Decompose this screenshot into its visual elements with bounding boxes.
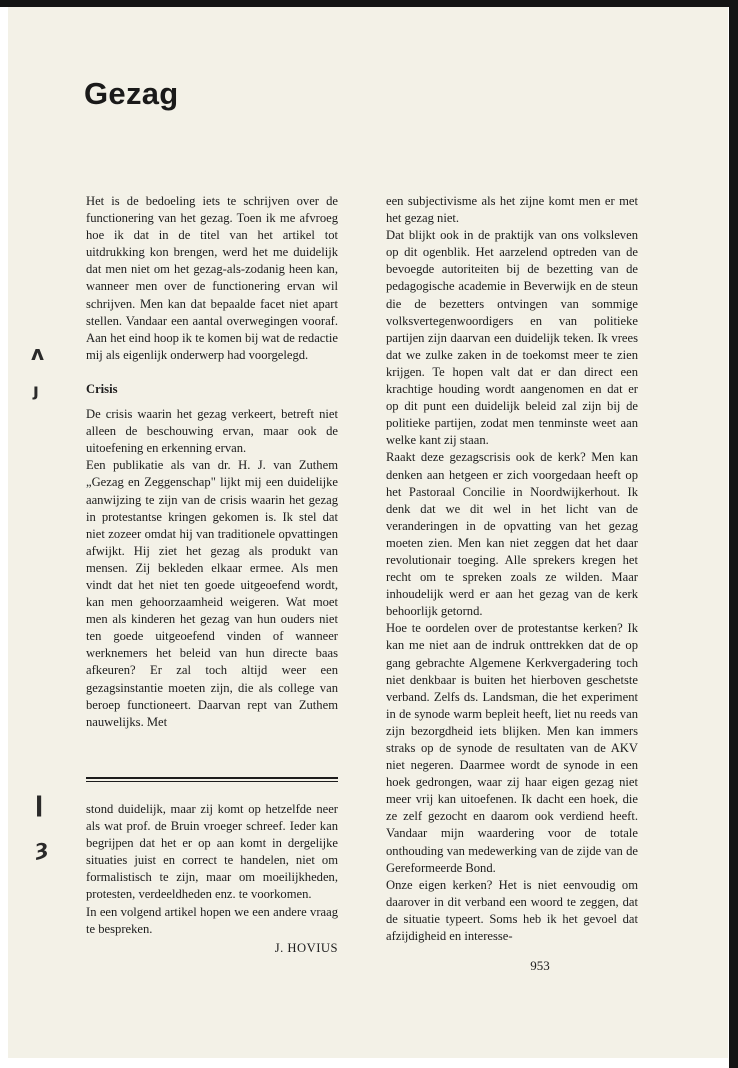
page-number: 953 (530, 958, 550, 973)
scan-border-top (0, 0, 738, 7)
crisis-paragraph-1: De crisis waarin het gezag verkeert, betreft niet alleen de beschouwing ervan, maar ook de uitoefening en erkenning ervan. (86, 407, 338, 456)
binding-mark-icon: ȷ (33, 381, 39, 401)
right-paragraph-4: Hoe te oordelen over de protestantse kerken? Ik kan me niet aan de indruk onttrekken dat de op gang gebrachte Algemene Kerkvergadering toch niet denkbaar is buiten het hierboven geschetste verband. Zelfs ds. Landsman, die het experiment in de synode warm bepleit heeft, liet nu reeds van zijn bezorgdheid iets blijken. Men kan immers straks op de synode de resultaten van de AKV niet negeren. Daarmee wordt de synode in een hoek gedrongen, waar zij haar eigen gezag niet meer vrij kan uitoefenen. Ik dacht een hoek, die ze zelf gezocht en daarom ook verdiend heeft. Vandaar mijn waardering voor de totale onthouding van medewerking van de zijde van de Gereformeerde Bond. (386, 621, 638, 875)
right-paragraph-1: een subjectivisme als het zijne komt men er met het gezag niet. (386, 194, 638, 226)
scan-border-right (729, 0, 738, 1068)
continuation-paragraph: stond duidelijk, maar zij komt op hetzelfde neer als wat prof. de Bruin vroeger schreef. Ieder kan begrijpen dat het er op aan komt in dergelijke situaties juist en correct te handelen, niet om formalistisch te zijn, maar om moeilijkheden, protesten, verdeeldheden enz. te voorkomen. (86, 802, 338, 902)
binding-mark-icon: ʌ (31, 341, 45, 365)
right-paragraph-5: Onze eigen kerken? Het is niet eenvoudig om daarover in dit verband een woord te zeggen, dat de situatie typeert. Soms heb ik het gevoel dat afzijdigheid en interesse- (386, 877, 638, 944)
author-signature: J. HOVIUS (274, 940, 338, 955)
left-column (86, 193, 338, 731)
section-heading-crisis: Crisis (86, 381, 118, 396)
crisis-paragraph-2: Een publikatie als van dr. H. J. van Zuthem „Gezag en Zeggenschap" lijkt mij een duidelijke aanwijzing te zijn van de crisis waarin het gezag in protestantse kringen gekomen is. Ik stel dat niet zozeer omdat hij van traditionele opvattingen afwijkt. Hij ziet het gezag als produkt van mensen. Zij bekleden elkaar ermee. Als men vindt dat het niet ten goede uitgeoefend wordt, kan men gehoorzaamheid weigeren. Wat moet men als kinderen het gezag van hun ouders niet ten goede uitgeoefend vinden of wanneer werknemers het beleid van hun directe baas afkeuren? Er zal toch altijd weer een gezagsinstantie moeten zijn, die als college van beroep functioneert. Daarvan rept van Zuthem nauwelijks. Met (86, 458, 338, 729)
binding-mark-icon: ǀ (35, 793, 44, 818)
right-paragraph-2: Dat blijkt ook in de praktijk van ons volksleven op dit ogenblik. Het aarzelend optreden van de bevoegde autoriteiten bij de bezetting van de pedagogische academie in Beverwijk en de steun die de bezetters ontvingen van sommige volksvertegenwoordigers en van politieke partijen zijn daarvan een duidelijk teken. Ik vrees dat we zulke zaken in de toekomst meer te zien krijgen. Te hopen valt dat er dan direct een krachtige houding wordt aangenomen en dat er op dit punt een duidelijk beleid zal zijn bij de politieke partijen, zodat men tenminste weet aan welke kant zij staan. (386, 228, 638, 448)
article-title: Gezag (84, 76, 179, 111)
intro-paragraph: Het is de bedoeling iets te schrijven over de functionering van het gezag. Toen ik me afvroeg hoe ik dat in de titel van het artikel tot uitdrukking kon brengen, werd het me duidelijk dat men niet om het gezag-als-zodanig heen kan, wanneer men over de functionering ervan wil schrijven. Men kan dat bepaalde facet niet apart stellen. Vandaar een aantal overwegingen vooraf. Aan het eind hoop ik te komen bij wat de redactie mij als eigenlijk onderwerp had voorgelegd. (86, 194, 338, 362)
binding-mark-icon: ȝ (35, 836, 49, 861)
column-separator-rule (86, 777, 338, 782)
closing-paragraph: In een volgend artikel hopen we een andere vraag te bespreken. (86, 904, 338, 936)
scan-border-bottom (8, 1058, 728, 1068)
right-column (386, 193, 638, 945)
right-paragraph-3: Raakt deze gezagscrisis ook de kerk? Men kan denken aan hetgeen er zich voorgedaan heeft op het Pastoraal Concilie in Noordwijkerhout. Ik denk dat we dit wel in het licht van de veranderingen in de opvatting van het gezag moeten zien. Men kan niet zeggen dat het daar revolutionair toeging. Alle sprekers kregen het recht om te spreken zoals ze wilden. Maar inhoudelijk werd er aan het gezag van de kerk behoorlijk getornd. (386, 450, 638, 619)
left-column-lower (86, 801, 338, 957)
